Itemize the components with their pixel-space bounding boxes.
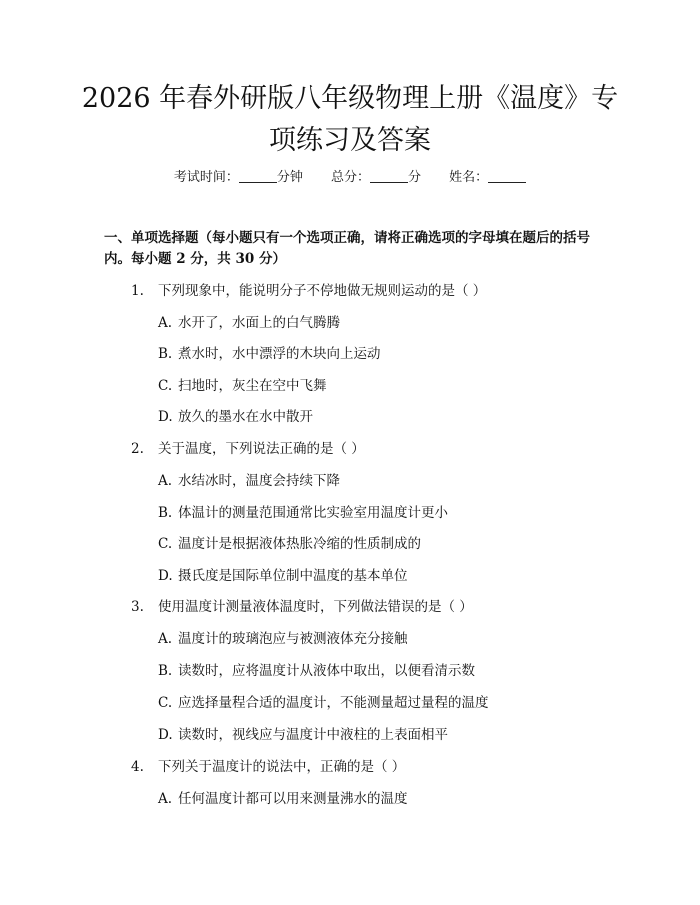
question-number: 2.	[131, 441, 144, 457]
student-name-label: 姓名：	[449, 170, 489, 185]
question-number: 4.	[131, 759, 144, 775]
option-letter: D.	[158, 727, 173, 743]
question-3-option-a[interactable]	[158, 629, 408, 649]
total-score-blank[interactable]	[370, 169, 408, 183]
title-line-2: 项练习及答案	[269, 125, 431, 156]
option-text: 放久的墨水在水中散开	[178, 409, 313, 425]
option-text: 水结冰时，温度会持续下降	[178, 473, 340, 489]
question-1-option-d[interactable]	[158, 407, 313, 427]
question-text: 下列关于温度计的说法中，正确的是（ ）	[158, 759, 406, 775]
document-title	[60, 78, 640, 162]
option-text: 温度计是根据液体热胀冷缩的性质制成的	[178, 536, 421, 552]
option-letter: B.	[158, 505, 173, 521]
option-letter: D.	[158, 568, 173, 584]
question-3-option-b[interactable]	[158, 661, 475, 681]
option-letter: A.	[158, 791, 173, 807]
option-text: 水开了，水面上的白气腾腾	[178, 315, 340, 331]
question-1-option-c[interactable]	[158, 376, 327, 396]
question-text: 关于温度，下列说法正确的是（ ）	[158, 441, 365, 457]
option-text: 应选择量程合适的温度计，不能测量超过量程的温度	[178, 695, 489, 711]
question-1-option-b[interactable]	[158, 344, 381, 364]
exam-time-unit: 分钟	[276, 170, 303, 185]
exam-time-field	[174, 168, 303, 188]
question-2-option-c[interactable]	[158, 534, 421, 554]
option-letter: C.	[158, 536, 173, 552]
section-heading: 一、单项选择题（每小题只有一个选项正确，请将正确选项的字母填在题后的括号内。每小题 2 分，共 30 分）	[104, 230, 590, 267]
total-score-unit: 分	[408, 170, 422, 185]
title-line-1: 2026 年春外研版八年级物理上册《温度》专	[81, 83, 619, 114]
exam-info-line	[0, 168, 700, 188]
option-letter: C.	[158, 695, 173, 711]
option-letter: B.	[158, 346, 173, 362]
student-name-blank[interactable]	[488, 169, 526, 183]
option-text: 温度计的玻璃泡应与被测液体充分接触	[178, 631, 408, 647]
question-text: 使用温度计测量液体温度时，下列做法错误的是（ ）	[158, 599, 473, 615]
option-text: 读数时，视线应与温度计中液柱的上表面相平	[178, 727, 448, 743]
option-text: 任何温度计都可以用来测量沸水的温度	[178, 791, 408, 807]
option-letter: D.	[158, 409, 173, 425]
question-4	[131, 757, 405, 777]
option-letter: A.	[158, 315, 173, 331]
question-number: 1.	[131, 283, 144, 299]
option-text: 读数时，应将温度计从液体中取出，以便看清示数	[178, 663, 475, 679]
option-text: 体温计的测量范围通常比实验室用温度计更小	[178, 505, 448, 521]
question-3-option-c[interactable]	[158, 693, 489, 713]
question-2-option-b[interactable]	[158, 503, 448, 523]
question-4-option-a[interactable]	[158, 789, 408, 809]
option-text: 煮水时，水中漂浮的木块向上运动	[178, 346, 381, 362]
question-3-option-d[interactable]	[158, 725, 448, 745]
option-letter: A.	[158, 473, 173, 489]
question-2-option-a[interactable]	[158, 471, 340, 491]
question-1-option-a[interactable]	[158, 313, 340, 333]
option-letter: C.	[158, 378, 173, 394]
option-text: 扫地时，灰尘在空中飞舞	[178, 378, 327, 394]
exam-time-blank[interactable]	[239, 169, 277, 183]
question-number: 3.	[131, 599, 144, 615]
question-text: 下列现象中，能说明分子不停地做无规则运动的是（ ）	[158, 283, 487, 299]
question-2-option-d[interactable]	[158, 566, 408, 586]
option-letter: B.	[158, 663, 173, 679]
total-score-field	[331, 168, 421, 188]
question-3	[131, 597, 473, 617]
question-2	[131, 439, 365, 459]
question-1	[131, 281, 486, 301]
option-letter: A.	[158, 631, 173, 647]
total-score-label: 总分：	[330, 170, 370, 185]
option-text: 摄氏度是国际单位制中温度的基本单位	[178, 568, 408, 584]
student-name-field	[449, 168, 526, 188]
exam-time-label: 考试时间：	[173, 170, 239, 185]
